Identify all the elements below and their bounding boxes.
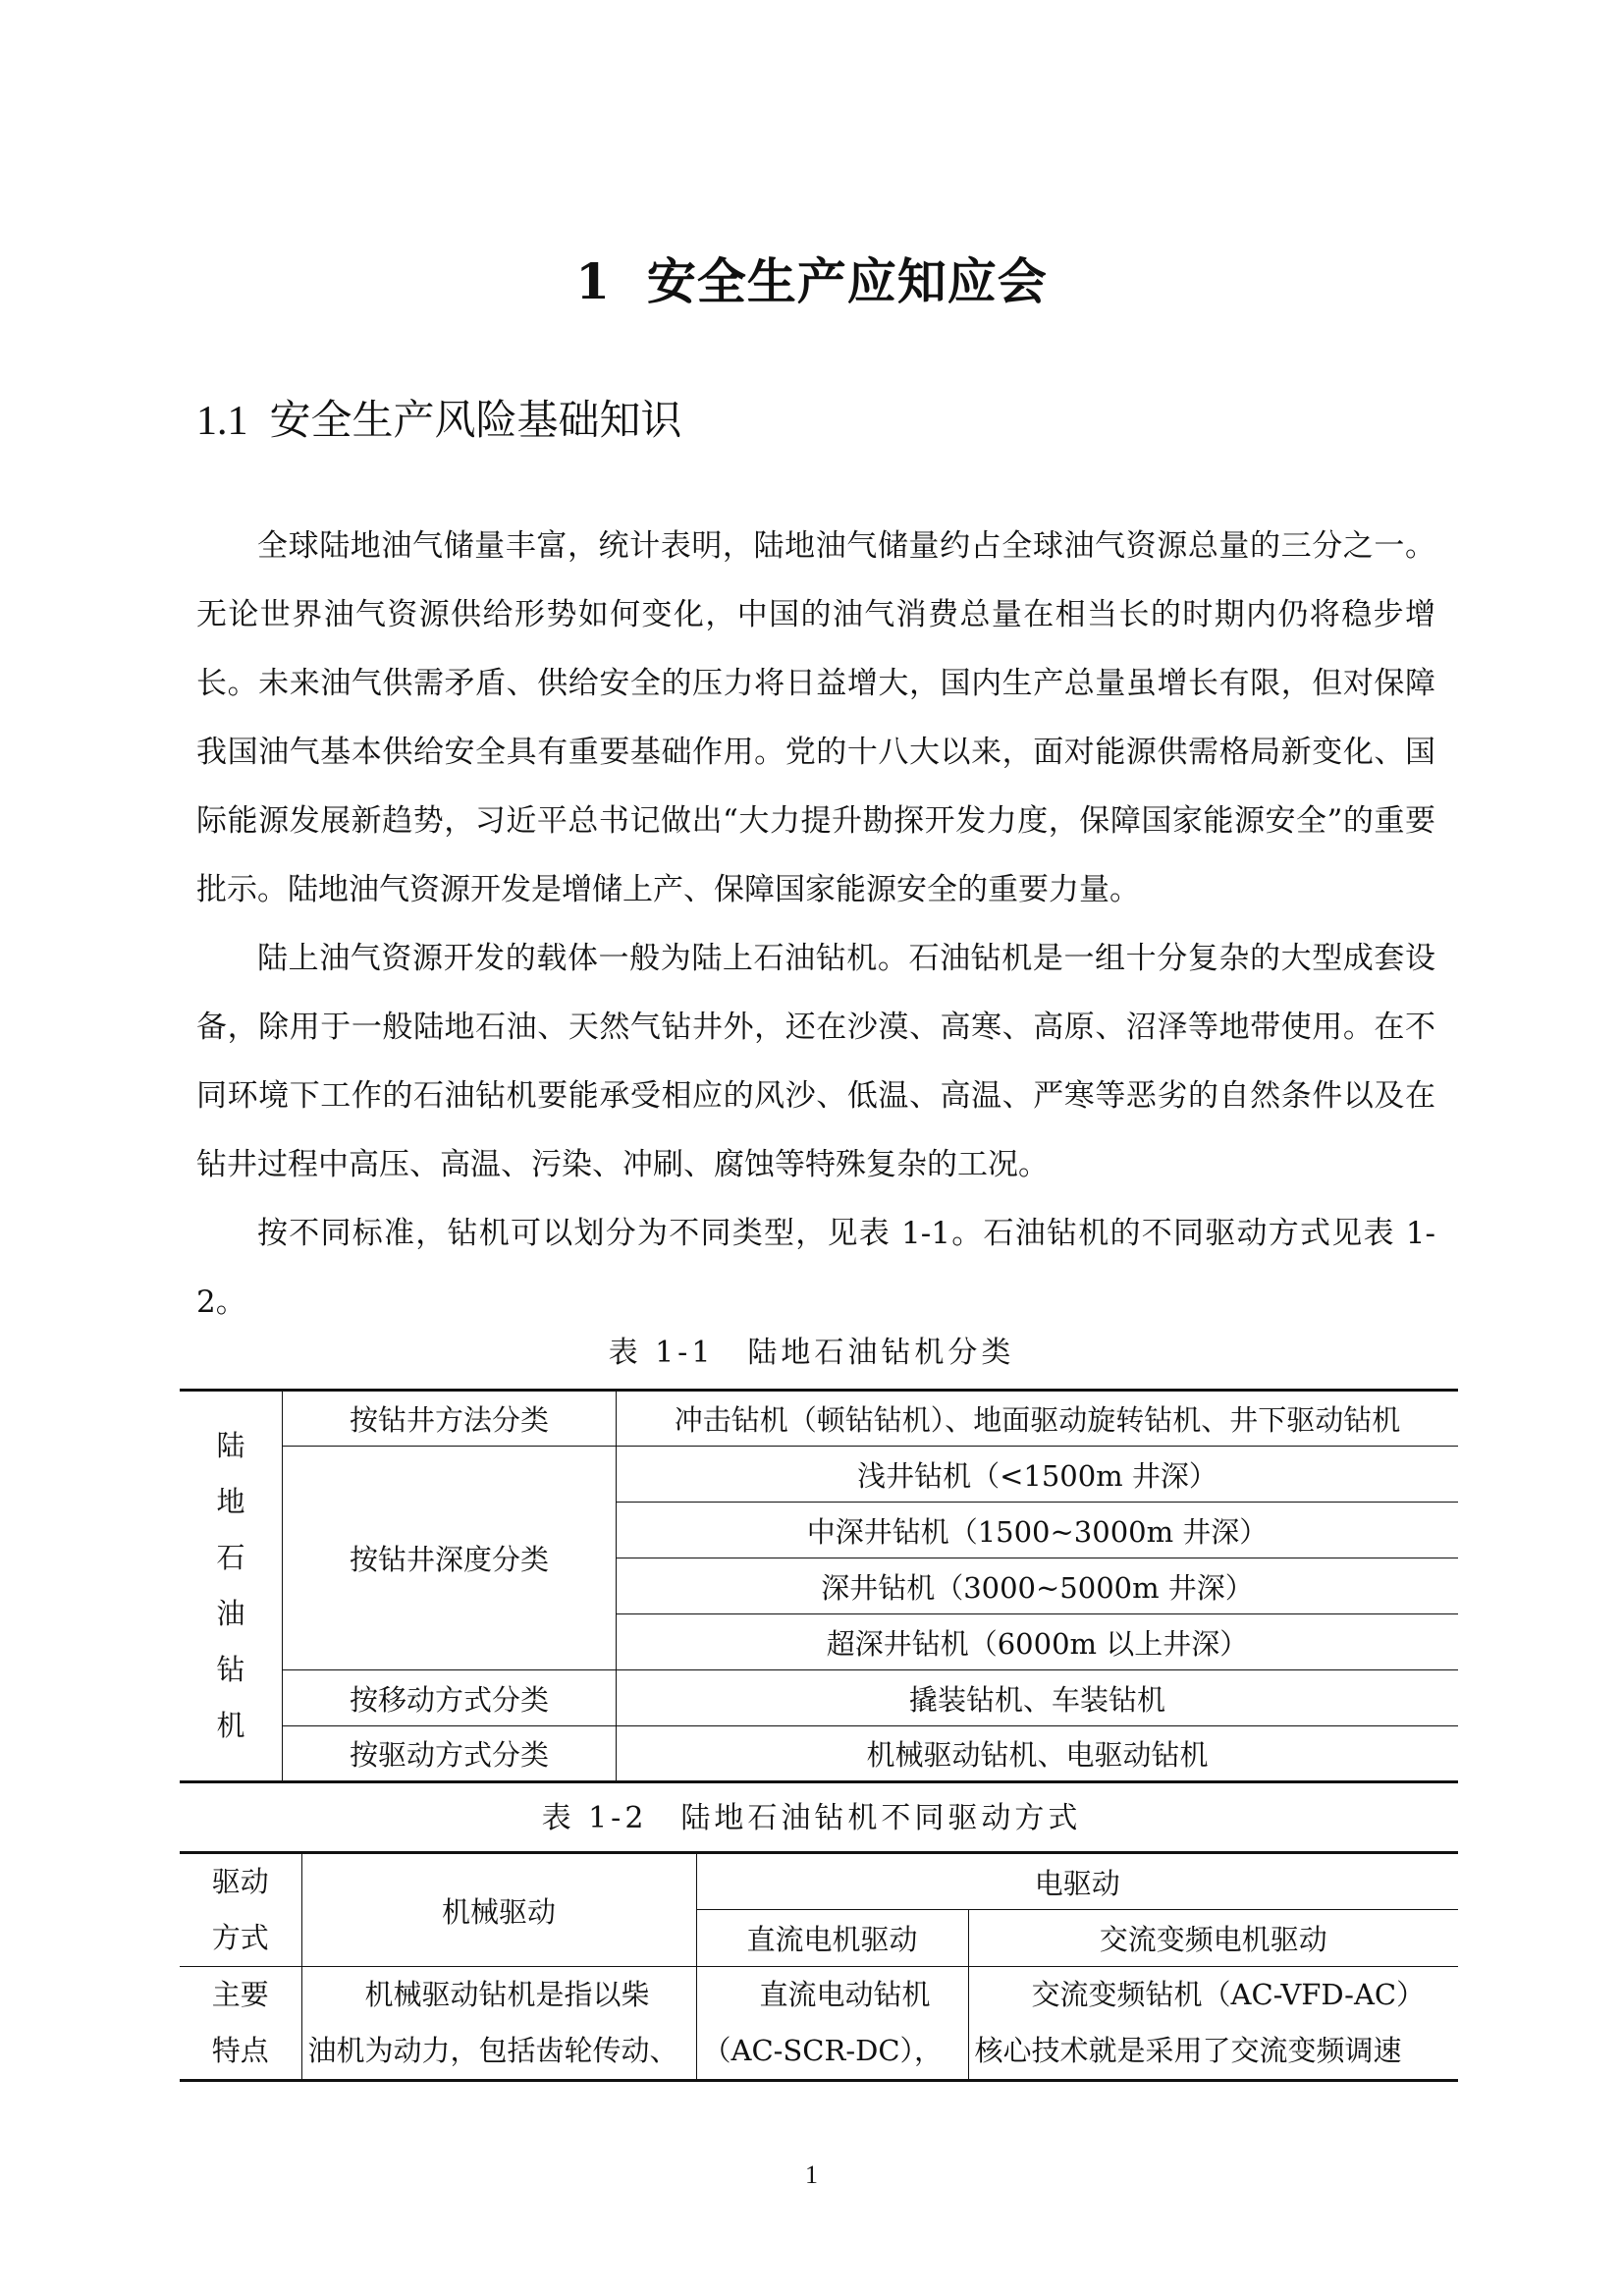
table-row (180, 1853, 1458, 1910)
ac-feature-cell (968, 1967, 1458, 2081)
section-title (196, 391, 682, 451)
category-cell: 按移动方式分类 (283, 1670, 617, 1726)
dc-feature-cell (696, 1967, 968, 2081)
vertical-char: 油 (216, 1597, 245, 1630)
label-text: 特点 (211, 2034, 269, 2067)
table2-caption: 表 1-2 陆地石油钻机不同驱动方式 (541, 1801, 1082, 1835)
vertical-char: 石 (216, 1541, 245, 1574)
vertical-char: 钻 (216, 1653, 245, 1686)
table1-caption: 表 1-1 陆地石油钻机分类 (608, 1336, 1015, 1370)
feature-line: 油机为动力，包括齿轮传动、 (307, 2034, 678, 2067)
vertical-char: 机 (216, 1709, 245, 1742)
header-ac-cell: 交流变频电机驱动 (968, 1910, 1458, 1967)
header-text: 方式 (211, 1921, 269, 1954)
label-text: 主要 (211, 1978, 269, 2011)
value-cell: 浅井钻机（<1500m 井深） (617, 1447, 1459, 1503)
header-mech-cell: 机械驱动 (301, 1853, 696, 1967)
value-cell: 深井钻机（3000~5000m 井深） (617, 1558, 1459, 1614)
paragraph-2: 陆上油气资源开发的载体一般为陆上石油钻机。石油钻机是一组十分复杂的大型成套设备，除用于一般陆地石油、天然气钻井外，还在沙漠、高寒、高原、沼泽等地带使用。在不同环境下工作的石油钻机要能承受相应的风沙、低温、高温、严寒等恶劣的自然条件以及在钻井过程中高压、高温、污染、冲刷、腐蚀等特殊复杂的工况。 (196, 941, 1435, 1182)
chapter-number: 1 (575, 252, 611, 310)
table-row (180, 1391, 1458, 1447)
chapter-title-text: 安全生产应知应会 (646, 252, 1048, 310)
paragraph-3: 按不同标准，钻机可以划分为不同类型，见表 1-1。石油钻机的不同驱动方式见表 1-2。 (196, 1216, 1435, 1320)
feature-line: 交流变频钻机（AC-VFD-AC） (1031, 1978, 1426, 2011)
category-cell: 按钻井方法分类 (283, 1391, 617, 1447)
vertical-char: 陆 (216, 1429, 245, 1462)
category-cell: 按钻井深度分类 (283, 1447, 617, 1670)
feature-line: 机械驱动钻机是指以柴 (364, 1978, 650, 2011)
value-cell: 冲击钻机（顿钻钻机）、地面驱动旋转钻机、井下驱动钻机 (617, 1391, 1459, 1447)
feature-line: 核心技术就是采用了交流变频调速 (974, 2034, 1402, 2067)
header-elec-cell: 电驱动 (696, 1853, 1458, 1910)
chapter-title (0, 247, 1623, 316)
vertical-label-cell (180, 1391, 283, 1782)
table-row (180, 1967, 1458, 2081)
value-cell: 撬装钻机、车装钻机 (617, 1670, 1459, 1726)
table-row (180, 1670, 1458, 1726)
table-row (180, 1447, 1458, 1503)
header-text: 驱动 (211, 1865, 269, 1898)
feature-line: 直流电动钻机 (759, 1978, 931, 2011)
value-cell: 中深井钻机（1500~3000m 井深） (617, 1503, 1459, 1558)
value-cell: 超深井钻机（6000m 以上井深） (617, 1614, 1459, 1670)
header-drive-cell (180, 1853, 301, 1967)
feature-label-cell (180, 1967, 301, 2081)
table-rig-classification (180, 1389, 1458, 1783)
mech-feature-cell (301, 1967, 696, 2081)
vertical-char: 地 (216, 1485, 245, 1518)
body-text (196, 512, 1435, 1337)
section-title-text: 安全生产风险基础知识 (269, 396, 682, 444)
table-drive-methods (180, 1851, 1458, 2082)
section-number: 1.1 (196, 399, 248, 444)
header-dc-cell: 直流电机驱动 (696, 1910, 968, 1967)
category-cell: 按驱动方式分类 (283, 1726, 617, 1782)
feature-line: （AC-SCR-DC）， (702, 2034, 944, 2067)
value-cell: 机械驱动钻机、电驱动钻机 (617, 1726, 1459, 1782)
table-row (180, 1726, 1458, 1782)
paragraph-1: 全球陆地油气储量丰富，统计表明，陆地油气储量约占全球油气资源总量的三分之一。无论世界油气资源供给形势如何变化，中国的油气消费总量在相当长的时期内仍将稳步增长。未来油气供需矛盾、供给安全的压力将日益增大，国内生产总量虽增长有限，但对保障我国油气基本供给安全具有重要基础作用。党的十八大以来，面对能源供需格局新变化、国际能源发展新趋势，习近平总书记做出“大力提升勘探开发力度，保障国家能源安全”的重要批示。陆地油气资源开发是增储上产、保障国家能源安全的重要力量。 (196, 528, 1435, 907)
page-number: 1 (805, 2160, 818, 2189)
